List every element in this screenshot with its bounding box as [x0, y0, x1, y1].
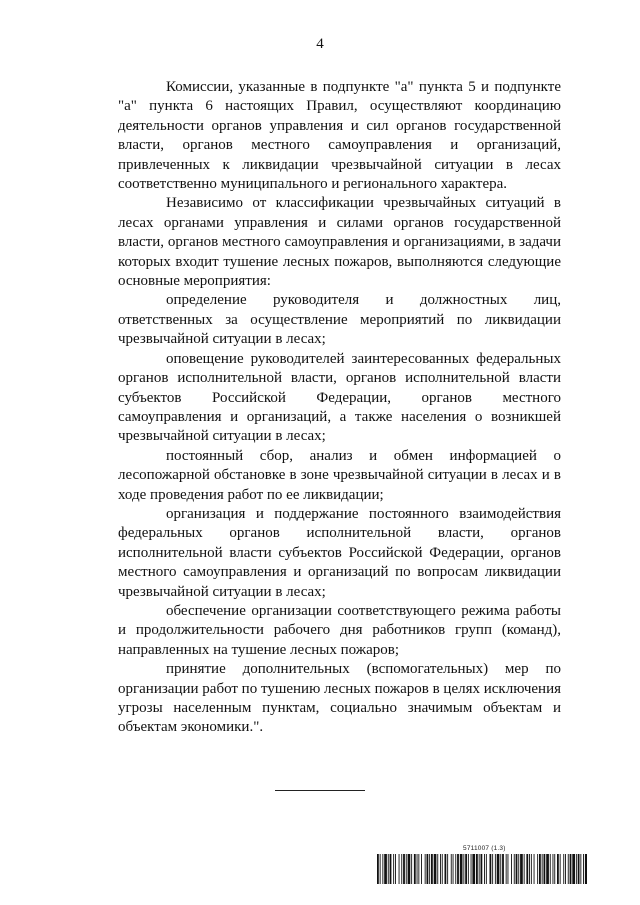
barcode-bar	[406, 854, 407, 884]
document-code: 5711007 (1.3)	[463, 845, 506, 852]
barcode-bar	[425, 854, 426, 884]
barcode-bar	[384, 854, 387, 884]
barcode-bar	[414, 854, 416, 884]
barcode-bar	[570, 854, 572, 884]
barcode-bar	[395, 854, 396, 884]
barcode-bar	[418, 854, 419, 884]
paragraph: определение руководителя и должностных лиц, ответственных за осуществление мероприятий по ликвидации чрезвычайной ситуации в лесах;	[118, 292, 561, 348]
barcode-bar	[497, 854, 500, 884]
barcode-bar	[563, 854, 564, 884]
barcode-bar	[546, 854, 549, 884]
barcode-bar	[557, 854, 559, 884]
barcode-bar	[580, 854, 581, 884]
paragraph: Независимо от классификации чрезвычайных ситуаций в лесах органами управления и силами органов государственной власти, органов местного самоуправления и организациями, в задачи которых входит тушение лесных пожаров, выполняются следующие основные мероприятия:	[118, 195, 561, 290]
barcode-bar	[393, 854, 394, 884]
document-body	[118, 78, 561, 738]
barcode-bar	[479, 854, 480, 884]
barcode-bar	[495, 854, 496, 884]
barcode-bar	[382, 854, 383, 884]
barcode-bar	[451, 854, 452, 884]
barcode-bar	[442, 854, 443, 884]
barcode-bar	[583, 854, 584, 884]
barcode-bar	[471, 854, 472, 884]
barcode-bar	[524, 854, 525, 884]
barcode-bar	[578, 854, 580, 884]
barcode-bar	[421, 854, 422, 884]
barcode-bar	[431, 854, 433, 884]
barcode-bar	[445, 854, 447, 884]
barcode-bar	[380, 854, 381, 884]
barcode-bar	[481, 854, 483, 884]
barcode-bar	[529, 854, 530, 884]
barcode-bar	[568, 854, 569, 884]
barcode-bar	[465, 854, 467, 884]
barcode-bar	[408, 854, 411, 884]
barcode-bar	[437, 854, 438, 884]
barcode-bar	[544, 854, 546, 884]
paragraph: организация и поддержание постоянного взаимодействия федеральных органов исполнительной власти, органов исполнительной власти субъектов Российской Федерации, органов местного самоуправления и организаций по вопросам ликвидации чрезвычайной ситуации в лесах;	[118, 505, 561, 600]
barcode-bar	[531, 854, 532, 884]
barcode-bar	[484, 854, 485, 884]
barcode-bar	[440, 854, 441, 884]
barcode-bar	[492, 854, 493, 884]
barcode-bar	[399, 854, 400, 884]
barcode-bar	[576, 854, 577, 884]
paragraph: обеспечение организации соответствующего режима работы и продолжительности рабочего дня работников групп (команд), направленных на тушение лесных пожаров;	[118, 602, 561, 658]
barcode-bar	[554, 854, 555, 884]
barcode-icon	[377, 854, 587, 884]
barcode-bar	[468, 854, 469, 884]
barcode-bar	[490, 854, 492, 884]
barcode-bar	[560, 854, 561, 884]
barcode-bar	[516, 854, 518, 884]
barcode-bar	[500, 854, 501, 884]
barcode-bar	[526, 854, 528, 884]
barcode-bar	[447, 854, 448, 884]
separator-line	[275, 790, 365, 791]
barcode-bar	[401, 854, 402, 884]
paragraph: Комиссии, указанные в подпункте "а" пункта 5 и подпункте "а" пункта 6 настоящих Правил, осуществляют координацию деятельности органов управления и сил органов государственной власти, органов местного самоуправления и организаций, привлеченных к ликвидации чрезвычайной ситуации в лесах соответственно муниципального и регионального характера.	[118, 79, 561, 193]
barcode-bar	[565, 854, 566, 884]
barcode-bar	[506, 854, 507, 884]
barcode-bar	[455, 854, 456, 884]
barcode-bar	[377, 854, 379, 884]
barcode-bar	[585, 854, 587, 884]
barcode-bar	[508, 854, 509, 884]
barcode-bar	[486, 854, 487, 884]
barcode-bar	[457, 854, 459, 884]
paragraph: оповещение руководителей заинтересованных федеральных органов исполнительной власти, органов исполнительной власти субъектов Российской Федерации, органов местного самоуправления и организаций, а также населения о возникшей чрезвычайной ситуации в лесах;	[118, 350, 561, 445]
barcode-bar	[520, 854, 523, 884]
barcode-bar	[427, 854, 429, 884]
paragraph: принятие дополнительных (вспомогательных) мер по организации работ по тушению лесных пожаров в целях исключения угрозы населенным пунктам, социально значимым объектам и объектам экономики.".	[118, 661, 561, 736]
page-number: 4	[316, 36, 324, 52]
paragraph: постоянный сбор, анализ и обмен информацией о лесопожарной обстановке в зоне чрезвычайной ситуации в лесах и в ходе проведения работ по ее ликвидации;	[118, 447, 561, 503]
barcode-bar	[572, 854, 575, 884]
barcode-bar	[403, 854, 405, 884]
barcode-bar	[388, 854, 389, 884]
barcode-bar	[518, 854, 519, 884]
barcode-bar	[411, 854, 412, 884]
barcode-bar	[390, 854, 392, 884]
barcode-bar	[514, 854, 515, 884]
barcode-bar	[476, 854, 478, 884]
barcode-bar	[417, 854, 418, 884]
barcode-bar	[453, 854, 454, 884]
barcode-bar	[550, 854, 551, 884]
barcode-bar	[511, 854, 512, 884]
barcode-bar	[534, 854, 535, 884]
barcode-bar	[434, 854, 437, 884]
barcode-bar	[542, 854, 543, 884]
barcode-bar	[537, 854, 538, 884]
barcode-bar	[502, 854, 504, 884]
barcode-bar	[429, 854, 430, 884]
barcode-bar	[553, 854, 554, 884]
barcode-bar	[460, 854, 463, 884]
barcode-bar	[539, 854, 541, 884]
barcode-bar	[472, 854, 475, 884]
barcode-bar	[463, 854, 464, 884]
